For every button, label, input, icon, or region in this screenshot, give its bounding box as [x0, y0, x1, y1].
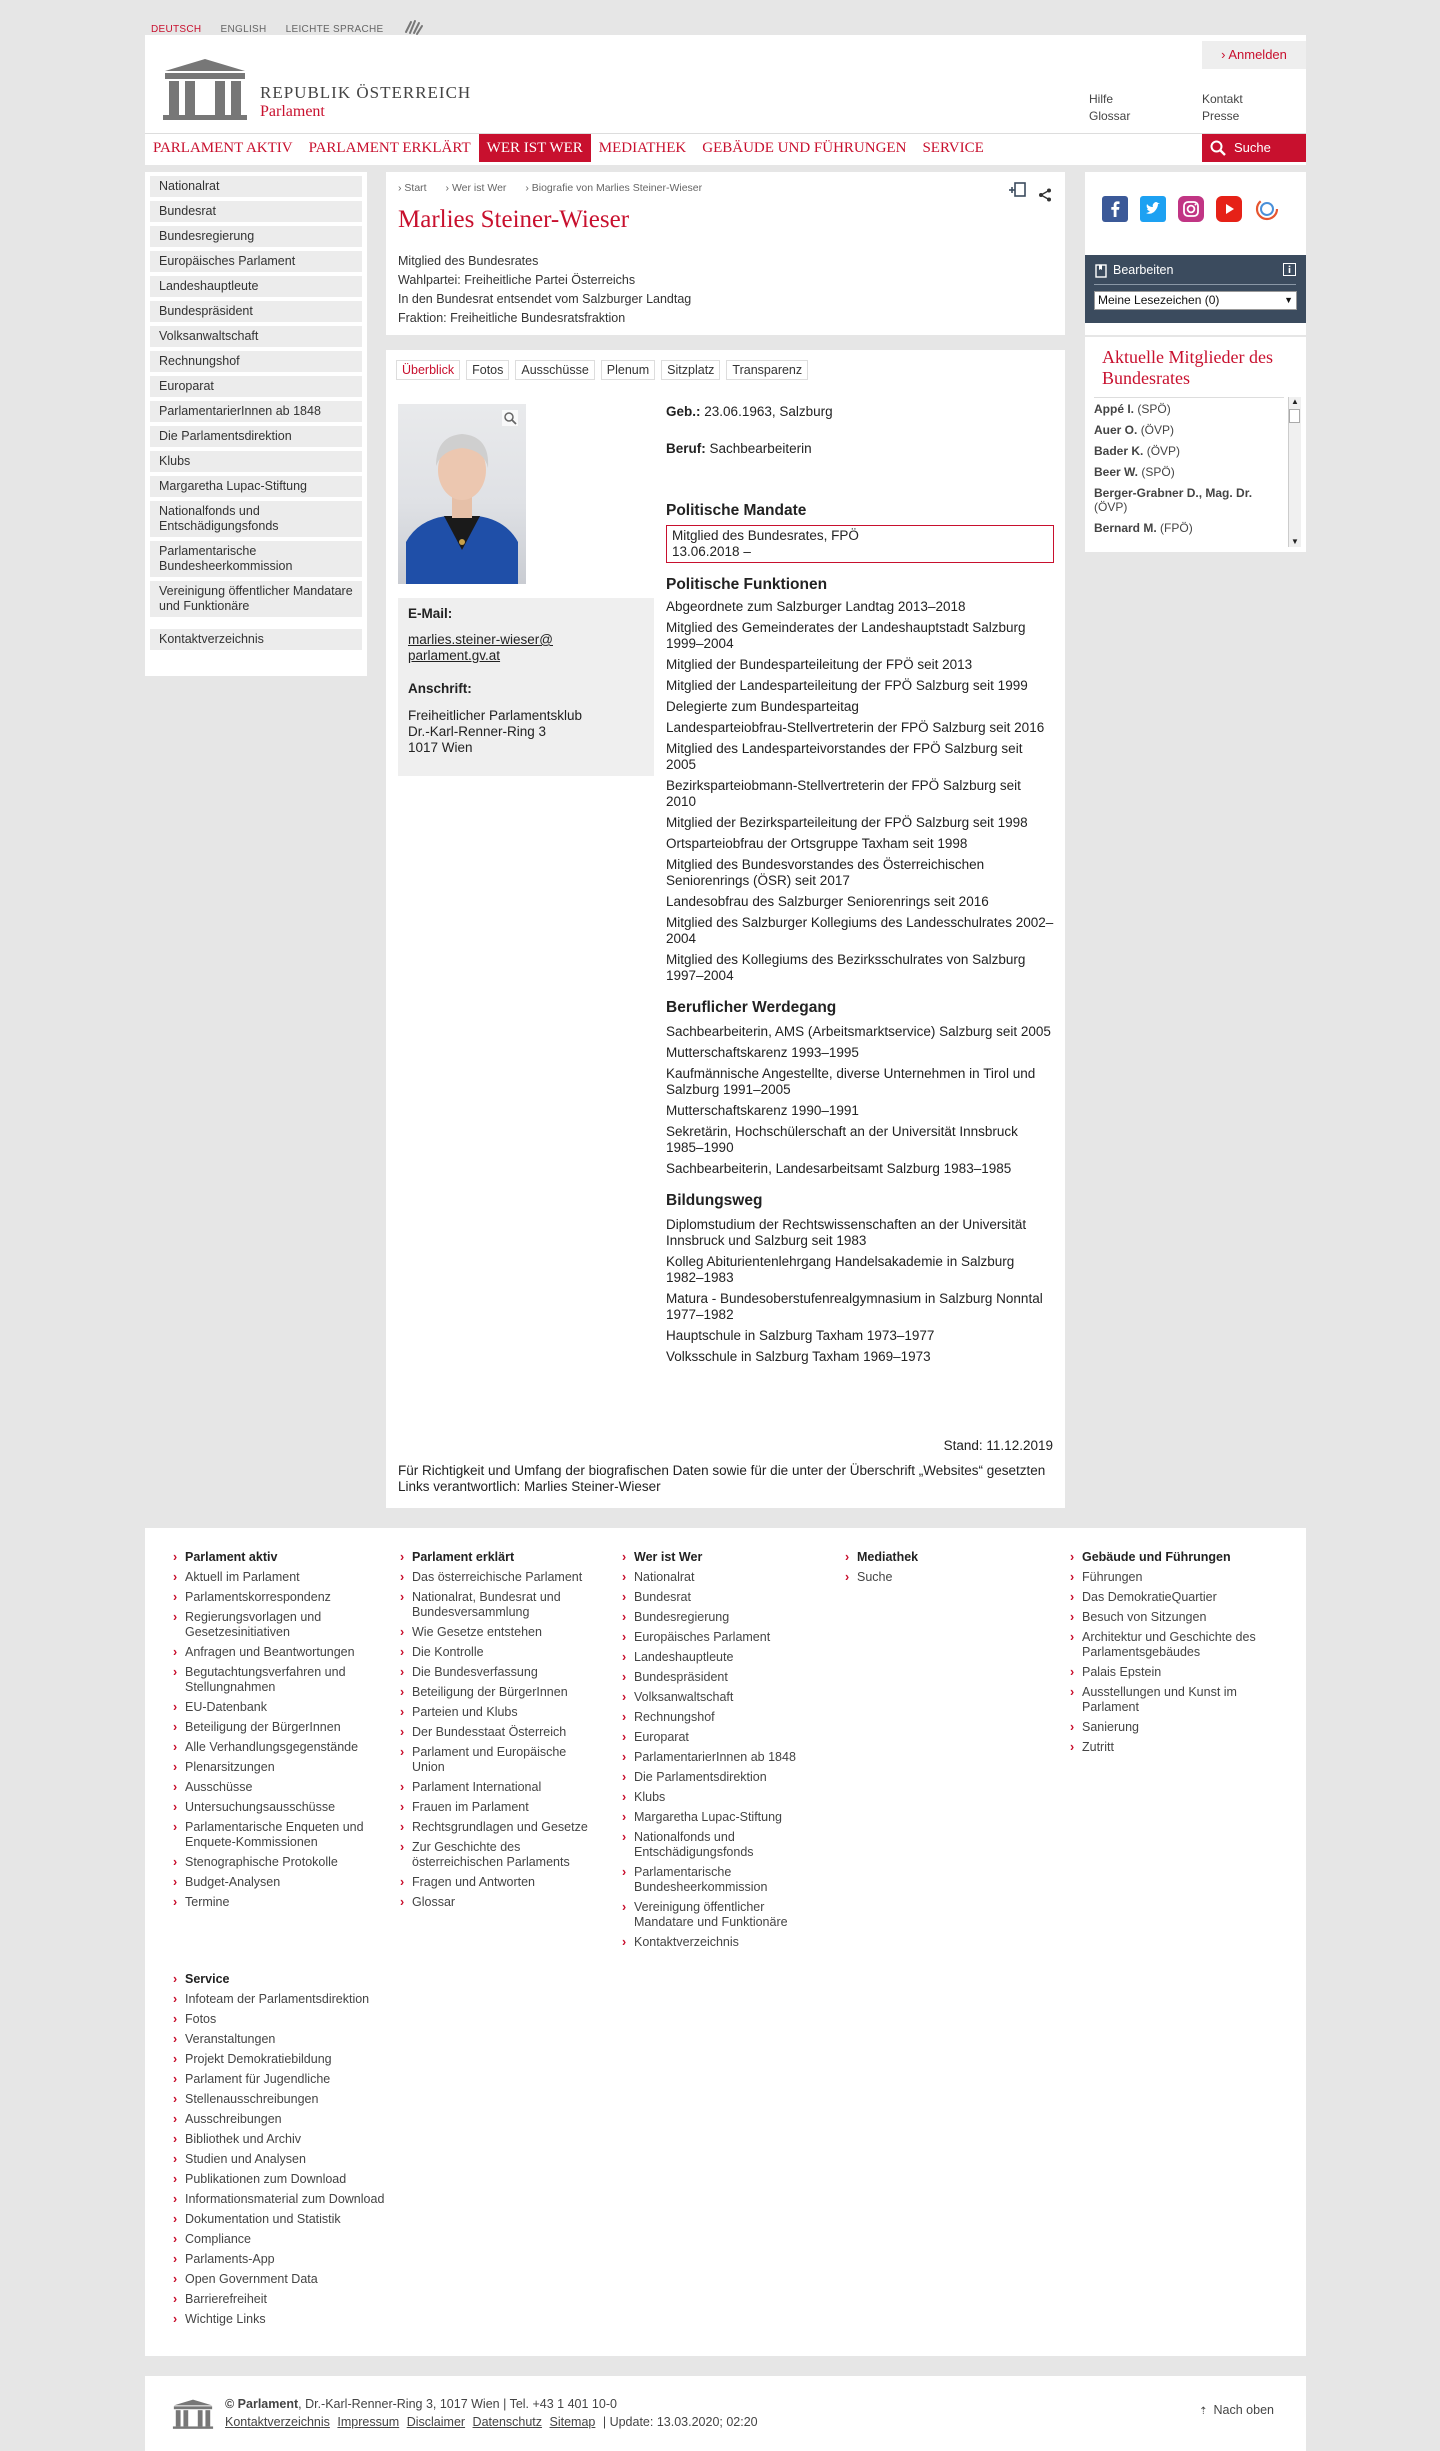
sidebar-item-rechnungshof[interactable]: Rechnungshof — [150, 351, 362, 372]
breadcrumb-current: › Biografie von Marlies Steiner-Wieser — [525, 182, 703, 194]
back-to-top-link[interactable]: ⇡ Nach oben — [1199, 2403, 1274, 2417]
members-scrollbar[interactable] — [1288, 397, 1301, 547]
list-item: Landesparteiobfrau-Stellvertreterin der FPÖ Salzburg seit 2016 — [666, 720, 1045, 735]
portrait-photo[interactable] — [398, 404, 526, 584]
bottom-bar — [145, 2376, 1306, 2451]
footer-link[interactable]: › Wie Gesetze entstehen — [400, 1625, 595, 1640]
biography-content — [386, 350, 1065, 1508]
sidebar-item-europarat[interactable]: Europarat — [150, 376, 362, 397]
list-item: Mutterschaftskarenz 1990–1991 — [666, 1103, 859, 1118]
footer-link[interactable]: › Projekt Demokratiebildung — [173, 2052, 413, 2067]
footer-link[interactable]: › Volksanwaltschaft — [622, 1690, 817, 1705]
footer-link[interactable]: › Wichtige Links — [173, 2312, 413, 2327]
lang-leichte-sprache[interactable]: LEICHTE SPRACHE — [285, 24, 384, 35]
biography-details — [666, 404, 1054, 1370]
breadcrumb-wer-ist-wer[interactable]: › Wer ist Wer — [445, 182, 507, 194]
last-updated: Stand: 11.12.2019 — [943, 1438, 1053, 1453]
sidebar-item-parlamentarierinnen[interactable]: ParlamentarierInnen ab 1848 — [150, 401, 362, 422]
profile-tabs — [396, 360, 814, 380]
sidebar-item-vereinigung[interactable]: Vereinigung öffentlicher Mandatare und Funktionäre — [150, 581, 362, 617]
footer-link[interactable]: › Parlamentarische Bundesheerkommission — [622, 1865, 817, 1895]
profession-info: Beruf: Sachbearbeiterin — [666, 441, 812, 456]
tab-ausschuesse[interactable]: Ausschüsse — [515, 360, 594, 380]
footer-link[interactable]: › Infoteam der Parlamentsdirektion — [173, 1992, 413, 2007]
footer-link[interactable]: › Europarat — [622, 1730, 817, 1745]
section-werdegang-heading: Beruflicher Werdegang — [666, 999, 837, 1016]
list-item: Diplomstudium der Rechtswissenschaften an der Universität Innsbruck und Salzburg seit 1983 — [666, 1217, 1027, 1248]
list-item: Mitglied der Bundesparteileitung der FPÖ seit 2013 — [666, 657, 973, 672]
main-navigation — [145, 133, 1306, 162]
footer-link[interactable]: › Stenographische Protokolle — [173, 1855, 383, 1870]
footer-link[interactable]: › Begutachtungsverfahren und Stellungnahmen — [173, 1665, 383, 1695]
kontaktverzeichnis-link[interactable]: Kontaktverzeichnis — [225, 2415, 330, 2429]
login-button[interactable]: › Anmelden — [1202, 41, 1306, 69]
page-title: Marlies Steiner-Wieser — [398, 206, 630, 233]
breadcrumb-start[interactable]: › Start — [398, 182, 427, 194]
email-label: E-Mail: — [408, 606, 453, 621]
disclaimer-link[interactable]: Disclaimer — [406, 2415, 466, 2429]
footer-link[interactable]: › Die Parlamentsdirektion — [622, 1770, 817, 1785]
nav-parlament-aktiv[interactable]: PARLAMENT AKTIV — [153, 140, 293, 156]
sidebar-item-parlamentsdirektion[interactable]: Die Parlamentsdirektion — [150, 426, 362, 447]
footer-link[interactable]: › Ausstellungen und Kunst im Parlament — [1070, 1685, 1270, 1715]
arrow-up-icon: ⇡ — [1199, 2406, 1208, 2417]
list-item: Landesobfrau des Salzburger Seniorenrings seit 2016 — [666, 894, 989, 909]
youtube-icon[interactable] — [1216, 196, 1242, 222]
footer-link[interactable]: › Frauen im Parlament — [400, 1800, 595, 1815]
footer-link[interactable]: › Bundesrat — [622, 1590, 817, 1605]
member-item[interactable]: Auer O. (ÖVP) — [1094, 423, 1175, 437]
footer-link[interactable]: › Fragen und Antworten — [400, 1875, 595, 1890]
footer-link[interactable]: › Nationalfonds und Entschädigungsfonds — [622, 1830, 817, 1860]
sidebar-item-bundespraesident[interactable]: Bundespräsident — [150, 301, 362, 322]
footer-link[interactable]: › Ausschreibungen — [173, 2112, 413, 2127]
sidebar-item-bundesheerkommission[interactable]: Parlamentarische Bundesheerkommission — [150, 541, 362, 577]
tab-transparenz[interactable]: Transparenz — [726, 360, 808, 380]
footer-link[interactable]: › Beteiligung der BürgerInnen — [400, 1685, 595, 1700]
footer-link[interactable]: › Europäisches Parlament — [622, 1630, 817, 1645]
footer-link[interactable]: › Rechtsgrundlagen und Gesetze — [400, 1820, 595, 1835]
footer-link[interactable]: › Der Bundesstaat Österreich — [400, 1725, 595, 1740]
member-item[interactable]: Bader K. (ÖVP) — [1094, 444, 1181, 458]
sidebar-item-bundesrat[interactable]: Bundesrat — [150, 201, 362, 222]
footer-link[interactable]: › Parlamentarische Enqueten und Enquete-Kommissionen — [173, 1820, 383, 1850]
tab-ueberblick[interactable]: Überblick — [396, 360, 460, 380]
footer-heading[interactable]: › Gebäude und Führungen — [1070, 1550, 1270, 1564]
profile-header-card — [386, 172, 1065, 335]
sidebar-item-klubs[interactable]: Klubs — [150, 451, 362, 472]
impressum-link[interactable]: Impressum — [337, 2415, 400, 2429]
footer-link[interactable]: › ParlamentarierInnen ab 1848 — [622, 1750, 817, 1765]
profile-wahlpartei: Wahlpartei: Freiheitliche Partei Österreichs — [398, 273, 636, 287]
logo-subtitle: Parlament — [260, 103, 325, 120]
footer-link[interactable]: › Anfragen und Beantwortungen — [173, 1645, 383, 1660]
footer-link[interactable]: › Beteiligung der BürgerInnen — [173, 1720, 383, 1735]
bookmark-panel — [1085, 255, 1306, 323]
tab-plenum[interactable]: Plenum — [601, 360, 655, 380]
footer-link[interactable]: › Vereinigung öffentlicher Mandatare und Funktionäre — [622, 1900, 817, 1930]
footer-link[interactable]: › Bundesregierung — [622, 1610, 817, 1625]
nav-gebaeude[interactable]: GEBÄUDE UND FÜHRUNGEN — [702, 140, 907, 156]
section-funktionen-heading: Politische Funktionen — [666, 576, 828, 593]
profile-role: Mitglied des Bundesrates — [398, 254, 539, 268]
sidebar-item-volksanwaltschaft[interactable]: Volksanwaltschaft — [150, 326, 362, 347]
contact-box — [398, 598, 654, 776]
footer-link[interactable]: › Fotos — [173, 2012, 413, 2027]
footer-heading[interactable]: › Service — [173, 1972, 413, 1986]
search-label: Suche — [1234, 140, 1271, 155]
members-title: Aktuelle Mitglieder des Bundesrates — [1102, 347, 1273, 388]
contact-link[interactable]: Kontakt — [1202, 92, 1243, 106]
footer-link[interactable]: › Budget-Analysen — [173, 1875, 383, 1890]
member-item[interactable]: Bernard M. (FPÖ) — [1094, 521, 1193, 535]
footer-link[interactable]: › Parlament und Europäische Union — [400, 1745, 595, 1775]
list-item: Mutterschaftskarenz 1993–1995 — [666, 1045, 859, 1060]
footer-link[interactable]: › Besuch von Sitzungen — [1070, 1610, 1270, 1625]
footer-heading[interactable]: › Parlament aktiv — [173, 1550, 383, 1564]
profile-fraktion: Fraktion: Freiheitliche Bundesratsfraktion — [398, 311, 626, 325]
list-item: Matura - Bundesoberstufenrealgymnasium in Salzburg Nonntal 1977–1982 — [666, 1291, 1043, 1322]
tab-sitzplatz[interactable]: Sitzplatz — [661, 360, 720, 380]
members-list — [1094, 397, 1284, 552]
footer-link[interactable]: › Open Government Data — [173, 2272, 413, 2287]
member-item[interactable]: Berger-Grabner D., Mag. Dr. (ÖVP) — [1094, 486, 1253, 514]
update-date: | Update: 13.03.2020; 02:20 — [602, 2415, 758, 2429]
mandate-entry: Mitglied des Bundesrates, FPÖ 13.06.2018 – — [666, 525, 1054, 563]
footer-link[interactable]: › Margaretha Lupac-Stiftung — [622, 1810, 817, 1825]
footer-link[interactable]: › Veranstaltungen — [173, 2032, 413, 2047]
logo-title: REPUBLIK ÖSTERREICH — [260, 83, 472, 102]
parliament-logo-small-icon — [171, 2398, 215, 2430]
zoom-icon[interactable] — [502, 410, 518, 426]
footer-col-gebaeude — [1070, 1550, 1270, 1760]
footer-link[interactable]: › Publikationen zum Download — [173, 2172, 413, 2187]
site-footer — [145, 1528, 1306, 2356]
footer-link[interactable]: › Ausschüsse — [173, 1780, 383, 1795]
scroll-down-icon[interactable]: ▼ — [1291, 537, 1299, 546]
footer-link[interactable]: › Bibliothek und Archiv — [173, 2132, 413, 2147]
list-item: Hauptschule in Salzburg Taxham 1973–1977 — [666, 1328, 935, 1343]
member-item[interactable]: Appé I. (SPÖ) — [1094, 402, 1171, 416]
list-item: Kolleg Abiturientenlehrgang Handelsakademie in Salzburg 1982–1983 — [666, 1254, 1015, 1285]
footer-link[interactable]: › Termine — [173, 1895, 383, 1910]
chevron-down-icon: ▼ — [1284, 295, 1293, 305]
list-item: Mitglied der Bezirksparteileitung der FPÖ Salzburg seit 1998 — [666, 815, 1028, 830]
footer-link[interactable]: › EU-Datenbank — [173, 1700, 383, 1715]
list-item: Sachbearbeiterin, Landesarbeitsamt Salzburg 1983–1985 — [666, 1161, 1012, 1176]
sitemap-link[interactable]: Sitemap — [549, 2415, 596, 2429]
footer-link[interactable]: › Palais Epstein — [1070, 1665, 1270, 1680]
bookmark-panel-title: Bearbeiten — [1113, 263, 1174, 277]
footer-link[interactable]: › Zur Geschichte des österreichischen Parlaments — [400, 1840, 595, 1870]
footer-link[interactable]: › Nationalrat — [622, 1570, 817, 1585]
contact-links — [1202, 91, 1243, 125]
glossary-link[interactable]: Glossar — [1089, 109, 1131, 123]
sidebar-item-nationalfonds[interactable]: Nationalfonds und Entschädigungsfonds — [150, 501, 362, 537]
list-item: Delegierte zum Bundesparteitag — [666, 699, 859, 714]
footer-link[interactable]: › Dokumentation und Statistik — [173, 2212, 413, 2227]
footer-col-parlament-aktiv — [173, 1550, 383, 1915]
footer-link[interactable]: › Glossar — [400, 1895, 595, 1910]
footer-link[interactable]: › Die Bundesverfassung — [400, 1665, 595, 1680]
search-icon — [1210, 140, 1226, 156]
footer-link[interactable]: › Plenarsitzungen — [173, 1760, 383, 1775]
nav-parlament-erklaert[interactable]: PARLAMENT ERKLÄRT — [308, 140, 471, 156]
footer-link[interactable]: › Nationalrat, Bundesrat und Bundesversammlung — [400, 1590, 595, 1620]
footer-col-mediathek — [845, 1550, 1035, 1590]
nav-mediathek[interactable]: MEDIATHEK — [598, 140, 687, 156]
footer-link[interactable]: › Kontaktverzeichnis — [622, 1935, 817, 1950]
parliament-app-icon[interactable] — [1254, 196, 1280, 222]
list-item: Bezirksparteiobmann-Stellvertreterin der FPÖ Salzburg seit 2010 — [666, 778, 1021, 809]
list-item: Mitglied des Bundesvorstandes des Österreichischen Seniorenrings (ÖSR) seit 2017 — [666, 857, 985, 888]
lang-english[interactable]: ENGLISH — [220, 24, 267, 35]
footer-link[interactable]: › Die Kontrolle — [400, 1645, 595, 1660]
footer-link[interactable]: › Barrierefreiheit — [173, 2292, 413, 2307]
list-item: Mitglied des Landesparteivorstandes der FPÖ Salzburg seit 2005 — [666, 741, 1023, 772]
facebook-icon[interactable] — [1102, 196, 1128, 222]
breadcrumb — [398, 182, 718, 194]
search-button[interactable] — [1202, 134, 1306, 162]
sidebar-navigation — [145, 172, 367, 676]
footer-link[interactable]: › Rechnungshof — [622, 1710, 817, 1725]
members-box — [1085, 337, 1306, 552]
footer-link[interactable]: › Studien und Analysen — [173, 2152, 413, 2167]
list-item: Mitglied des Gemeinderates der Landeshauptstadt Salzburg 1999–2004 — [666, 620, 1026, 651]
sidebar-item-nationalrat[interactable]: Nationalrat — [150, 176, 362, 197]
imprint-address: © Parlament, Dr.-Karl-Renner-Ring 3, 1017 Wien | Tel. +43 1 401 10-0 — [225, 2397, 617, 2411]
section-mandate-heading: Politische Mandate — [666, 502, 807, 519]
bookmark-icon — [1095, 264, 1107, 278]
sidebar-item-bundesregierung[interactable]: Bundesregierung — [150, 226, 362, 247]
language-bar — [151, 14, 425, 35]
footer-link[interactable]: › Parlamentskorrespondenz — [173, 1590, 383, 1605]
footer-link[interactable]: › Parlaments-App — [173, 2252, 413, 2267]
twitter-icon[interactable] — [1140, 196, 1166, 222]
lang-deutsch[interactable]: DEUTSCH — [151, 24, 202, 35]
list-item: Sachbearbeiterin, AMS (Arbeitsmarktservice) Salzburg seit 2005 — [666, 1024, 1051, 1039]
footer-link[interactable]: › Parteien und Klubs — [400, 1705, 595, 1720]
birth-info: Geb.: 23.06.1963, Salzburg — [666, 404, 833, 419]
profile-entsendet: In den Bundesrat entsendet vom Salzburger Landtag — [398, 292, 692, 306]
footer-heading[interactable]: › Wer ist Wer — [622, 1550, 817, 1564]
add-bookmark-icon[interactable] — [1008, 182, 1026, 198]
footer-link[interactable]: › Aktuell im Parlament — [173, 1570, 383, 1585]
share-icon[interactable] — [1038, 188, 1052, 202]
parliament-logo-icon[interactable] — [159, 57, 251, 121]
footer-link[interactable]: › Parlament International — [400, 1780, 595, 1795]
footer-link[interactable]: › Stellenausschreibungen — [173, 2092, 413, 2107]
list-item: Mitglied der Landesparteileitung der FPÖ Salzburg seit 1999 — [666, 678, 1028, 693]
footer-link[interactable]: › Architektur und Geschichte des Parlamentsgebäudes — [1070, 1630, 1270, 1660]
footer-link[interactable]: › Alle Verhandlungsgegenstände — [173, 1740, 383, 1755]
profile-summary — [398, 252, 691, 328]
address-label: Anschrift: — [408, 681, 472, 696]
bookmarks-select[interactable]: Meine Lesezeichen (0) ▼ — [1094, 291, 1297, 310]
nav-wer-ist-wer[interactable]: WER IST WER — [479, 134, 591, 162]
legal-links — [225, 2415, 758, 2429]
sidebar-item-europaeisches-parlament[interactable]: Europäisches Parlament — [150, 251, 362, 272]
footer-link[interactable]: › Regierungsvorlagen und Gesetzesinitiativen — [173, 1610, 383, 1640]
datenschutz-link[interactable]: Datenschutz — [472, 2415, 543, 2429]
list-item: Mitglied des Salzburger Kollegiums des Landesschulrates 2002–2004 — [666, 915, 1054, 946]
footer-link[interactable]: › Compliance — [173, 2232, 413, 2247]
footer-col-service — [173, 1972, 413, 2332]
footer-link[interactable]: › Sanierung — [1070, 1720, 1270, 1735]
footer-link[interactable]: › Zutritt — [1070, 1740, 1270, 1755]
footer-link[interactable]: › Führungen — [1070, 1570, 1270, 1585]
site-header — [145, 35, 1306, 165]
email-link[interactable]: marlies.steiner-wieser@ parlament.gv.at — [408, 632, 553, 663]
sidebar-item-lupac-stiftung[interactable]: Margaretha Lupac-Stiftung — [150, 476, 362, 497]
help-link[interactable]: Hilfe — [1089, 92, 1114, 106]
footer-link[interactable]: › Parlament für Jugendliche — [173, 2072, 413, 2087]
nav-service[interactable]: SERVICE — [922, 140, 984, 156]
werdegang-list — [666, 1024, 1054, 1177]
responsibility-note: Für Richtigkeit und Umfang der biografischen Daten sowie für die unter der Überschrift „Websites“ gesetzten Links verantwortlich: Marlies Steiner-Wieser — [398, 1463, 1046, 1494]
footer-col-parlament-erklaert — [400, 1550, 595, 1915]
footer-link[interactable]: › Informationsmaterial zum Download — [173, 2192, 413, 2207]
footer-link[interactable]: › Suche — [845, 1570, 1035, 1585]
instagram-icon[interactable] — [1178, 196, 1204, 222]
footer-link[interactable]: › Bundespräsident — [622, 1670, 817, 1685]
footer-col-wer-ist-wer — [622, 1550, 817, 1955]
list-item: Sekretärin, Hochschülerschaft an der Universität Innsbruck 1985–1990 — [666, 1124, 1018, 1155]
sidebar-item-kontaktverzeichnis[interactable]: Kontaktverzeichnis — [150, 629, 362, 650]
section-bildung-heading: Bildungsweg — [666, 1192, 763, 1209]
footer-link[interactable]: › Das österreichische Parlament — [400, 1570, 595, 1585]
bildung-list — [666, 1217, 1054, 1365]
sign-language-icon[interactable] — [403, 18, 425, 36]
footer-link[interactable]: › Untersuchungsausschüsse — [173, 1800, 383, 1815]
funktionen-list — [666, 599, 1054, 984]
tab-fotos[interactable]: Fotos — [466, 360, 509, 380]
list-item: Ortsparteiobfrau der Ortsgruppe Taxham seit 1998 — [666, 836, 968, 851]
list-item: Volksschule in Salzburg Taxham 1969–1973 — [666, 1349, 931, 1364]
help-links — [1089, 91, 1130, 125]
footer-heading[interactable]: › Mediathek — [845, 1550, 1035, 1564]
postal-address: Freiheitlicher Parlamentsklub Dr.-Karl-Renner-Ring 3 1017 Wien — [408, 708, 583, 755]
footer-link[interactable]: › Das DemokratieQuartier — [1070, 1590, 1270, 1605]
press-link[interactable]: Presse — [1202, 109, 1240, 123]
sidebar-item-landeshauptleute[interactable]: Landeshauptleute — [150, 276, 362, 297]
list-item: Mitglied des Kollegiums des Bezirksschulrates von Salzburg 1997–2004 — [666, 952, 1026, 983]
footer-link[interactable]: › Klubs — [622, 1790, 817, 1805]
list-item: Abgeordnete zum Salzburger Landtag 2013–2018 — [666, 599, 966, 614]
scroll-up-icon[interactable]: ▲ — [1291, 397, 1299, 406]
list-item: Kaufmännische Angestellte, diverse Unternehmen in Tirol und Salzburg 1991–2005 — [666, 1066, 1036, 1097]
member-item[interactable]: Beer W. (SPÖ) — [1094, 465, 1175, 479]
footer-link[interactable]: › Landeshauptleute — [622, 1650, 817, 1665]
footer-heading[interactable]: › Parlament erklärt — [400, 1550, 595, 1564]
info-icon[interactable] — [1283, 263, 1296, 276]
scroll-thumb[interactable] — [1289, 409, 1300, 423]
